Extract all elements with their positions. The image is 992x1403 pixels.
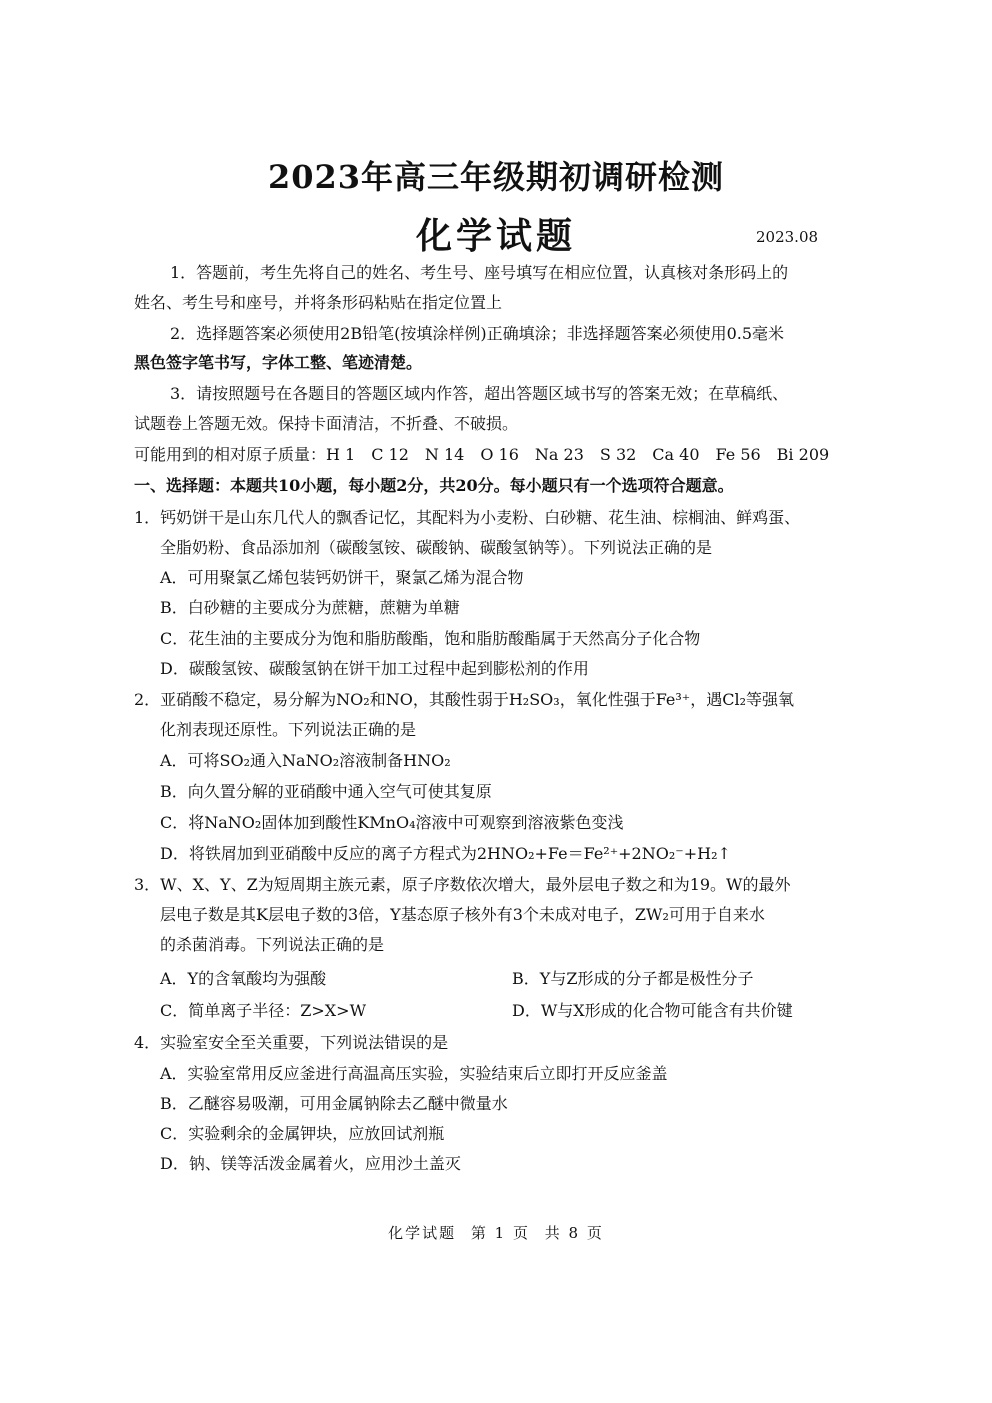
question-3-stem-cont: 层电子数是其K层电子数的3倍，Y基态原子核外有3个未成对电子，ZW₂可用于自来水 (160, 905, 765, 924)
question-4-stem: 4．实验室安全至关重要，下列说法错误的是 (134, 1033, 449, 1052)
exam-title: 2023年高三年级期初调研检测 (267, 158, 725, 196)
question-4-option-c: C．实验剩余的金属钾块，应放回试剂瓶 (160, 1124, 445, 1143)
question-1-option-d: D．碳酸氢铵、碳酸氢钠在饼干加工过程中起到膨松剂的作用 (160, 659, 589, 678)
question-2-stem-cont: 化剂表现还原性。下列说法正确的是 (160, 720, 417, 739)
question-2-option-c: C．将NaNO₂固体加到酸性KMnO₄溶液中可观察到溶液紫色变浅 (160, 813, 624, 832)
subject-title: 化学试题 (415, 215, 576, 257)
question-3-option-a: A．Y的含氧酸均为强酸 (160, 969, 327, 988)
footer-page-total: 共 8 页 (544, 1224, 604, 1242)
instruction-1-line1: 1．答题前，考生先将自己的姓名、考生号、座号填写在相应位置，认真核对条形码上的 (170, 263, 789, 282)
instruction-2-line1: 2．选择题答案必须使用2B铅笔(按填涂样例)正确填涂；非选择题答案必须使用0.5毫米 (170, 324, 785, 343)
question-2-option-d: D．将铁屑加到亚硝酸中反应的离子方程式为2HNO₂+Fe＝Fe²⁺+2NO₂⁻+H₂↑ (160, 844, 731, 863)
question-3-option-c: C．简单离子半径：Z>X>W (160, 1001, 367, 1020)
question-3-stem: 3．W、X、Y、Z为短周期主族元素，原子序数依次增大，最外层电子数之和为19。W的最外 (134, 875, 791, 894)
instruction-3-line1: 3．请按照题号在各题目的答题区域内作答，超出答题区域书写的答案无效；在草稿纸、 (170, 384, 789, 403)
instruction-2-line2: 黑色签字笔书写，字体工整、笔迹清楚。 (134, 353, 423, 372)
question-2-stem: 2．亚硝酸不稳定，易分解为NO₂和NO，其酸性弱于H₂SO₃，氧化性强于Fe³⁺，遇Cl₂等强氧 (134, 690, 795, 709)
question-3-option-b: B．Y与Z形成的分子都是极性分子 (512, 969, 754, 988)
question-1-option-b: B．白砂糖的主要成分为蔗糖，蔗糖为单糖 (160, 598, 460, 617)
question-3-option-d: D．W与X形成的化合物可能含有共价键 (512, 1001, 793, 1020)
question-2-option-a: A．可将SO₂通入NaNO₂溶液制备HNO₂ (160, 751, 451, 770)
section-heading: 一、选择题：本题共10小题，每小题2分，共20分。每小题只有一个选项符合题意。 (134, 476, 734, 495)
instruction-1-line2: 姓名、考生号和座号，并将条形码粘贴在指定位置上 (134, 293, 503, 312)
page-footer (0, 1222, 992, 1243)
question-1-option-a: A．可用聚氯乙烯包装钙奶饼干，聚氯乙烯为混合物 (160, 568, 524, 587)
question-1-option-c: C．花生油的主要成分为饱和脂肪酸酯，饱和脂肪酸酯属于天然高分子化合物 (160, 629, 701, 648)
footer-subject: 化学试题 (388, 1224, 457, 1242)
question-4-option-d: D．钠、镁等活泼金属着火，应用沙土盖灭 (160, 1154, 461, 1173)
question-2-option-b: B．向久置分解的亚硝酸中通入空气可使其复原 (160, 782, 492, 801)
question-1-stem: 1．钙奶饼干是山东几代人的飘香记忆，其配料为小麦粉、白砂糖、花生油、棕榈油、鲜鸡蛋、 (134, 508, 801, 527)
question-4-option-a: A．实验室常用反应釜进行高温高压实验，实验结束后立即打开反应釜盖 (160, 1064, 668, 1083)
atomic-masses: 可能用到的相对原子质量：H 1 C 12 N 14 O 16 Na 23 S 32 Ca 40 Fe 56 Bi 209 (134, 445, 830, 464)
question-3-stem-cont2: 的杀菌消毒。下列说法正确的是 (160, 935, 385, 954)
instruction-3-line2: 试题卷上答题无效。保持卡面清洁，不折叠、不破损。 (134, 414, 519, 433)
question-4-option-b: B．乙醚容易吸潮，可用金属钠除去乙醚中微量水 (160, 1094, 508, 1113)
exam-date: 2023.08 (756, 228, 819, 246)
footer-page-number: 第 1 页 (470, 1224, 530, 1242)
question-1-stem-cont: 全脂奶粉、食品添加剂（碳酸氢铵、碳酸钠、碳酸氢钠等）。下列说法正确的是 (160, 538, 713, 557)
